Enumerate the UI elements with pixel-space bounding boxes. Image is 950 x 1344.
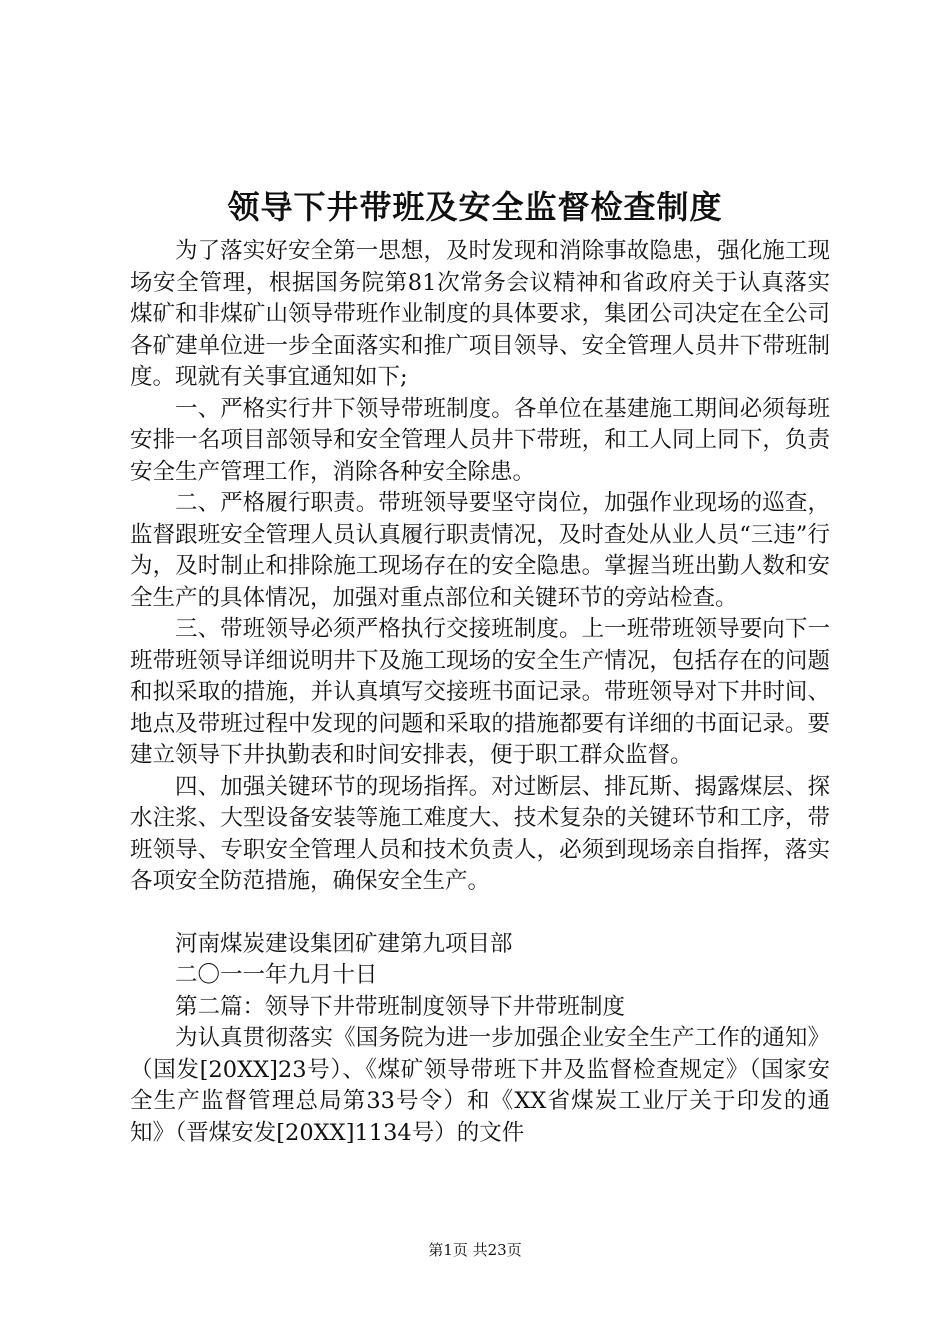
page-footer: 第1页 共23页	[428, 1241, 522, 1259]
body-paragraph: 四、加强关键环节的现场指挥。对过断层、排瓦斯、揭露煤层、探水注浆、大型设备安装等施工难度大、技术复杂的关键环节和工序，带班领导、专职安全管理人员和技术负责人，必须到现场亲自指挥，落实各项安全防范措施，确保安全生产。	[130, 773, 830, 894]
document-body	[130, 236, 830, 1149]
second-section-paragraph: 为认真贯彻落实《国务院为进一步加强企业安全生产工作的通知》（国发[20XX]23号）、《煤矿领导带班下井及监督检查规定》（国家安全生产监督管理总局第33号令）和《XX省煤炭工业厅关于印发的通知》（晋煤安发[20XX]1134号）的文件	[130, 1025, 830, 1146]
signature-line: 河南煤炭建设集团矿建第九项目部	[175, 930, 513, 957]
spacer	[130, 898, 830, 929]
body-paragraph: 为了落实好安全第一思想，及时发现和消除事故隐患，强化施工现场安全管理，根据国务院第81次常务会议精神和省政府关于认真落实煤矿和非煤矿山领导带班作业制度的具体要求，集团公司决定在全公司各矿建单位进一步全面落实和推广项目领导、安全管理人员井下带班制度。现就有关事宜通知如下;	[130, 238, 830, 390]
date-line: 二〇一一年九月十日	[175, 962, 378, 988]
body-paragraph: 二、严格履行职责。带班领导要坚守岗位，加强作业现场的巡查，监督跟班安全管理人员认真履行职责情况，及时查处从业人员“三违”行为，及时制止和排除施工现场存在的安全隐患。掌握当班出勤人数和安全生产的具体情况，加强对重点部位和关键环节的旁站检查。	[130, 490, 830, 611]
body-paragraph: 三、带班领导必须严格执行交接班制度。上一班带班领导要向下一班带班领导详细说明井下及施工现场的安全生产情况，包括存在的问题和拟采取的措施，并认真填写交接班书面记录。带班领导对下井时间、地点及带班过程中发现的问题和采取的措施都要有详细的书面记录。要建立领导下井执勤表和时间安排表，便于职工群众监督。	[130, 616, 830, 768]
second-section-heading: 第二篇：领导下井带班制度领导下井带班制度	[175, 993, 626, 1020]
document-title: 领导下井带班及安全监督检查制度	[227, 188, 723, 226]
body-paragraph: 一、严格实行井下领导带班制度。各单位在基建施工期间必须每班安排一名项目部领导和安全管理人员井下带班，和工人同上同下，负责安全生产管理工作，消除各种安全除患。	[130, 395, 830, 485]
